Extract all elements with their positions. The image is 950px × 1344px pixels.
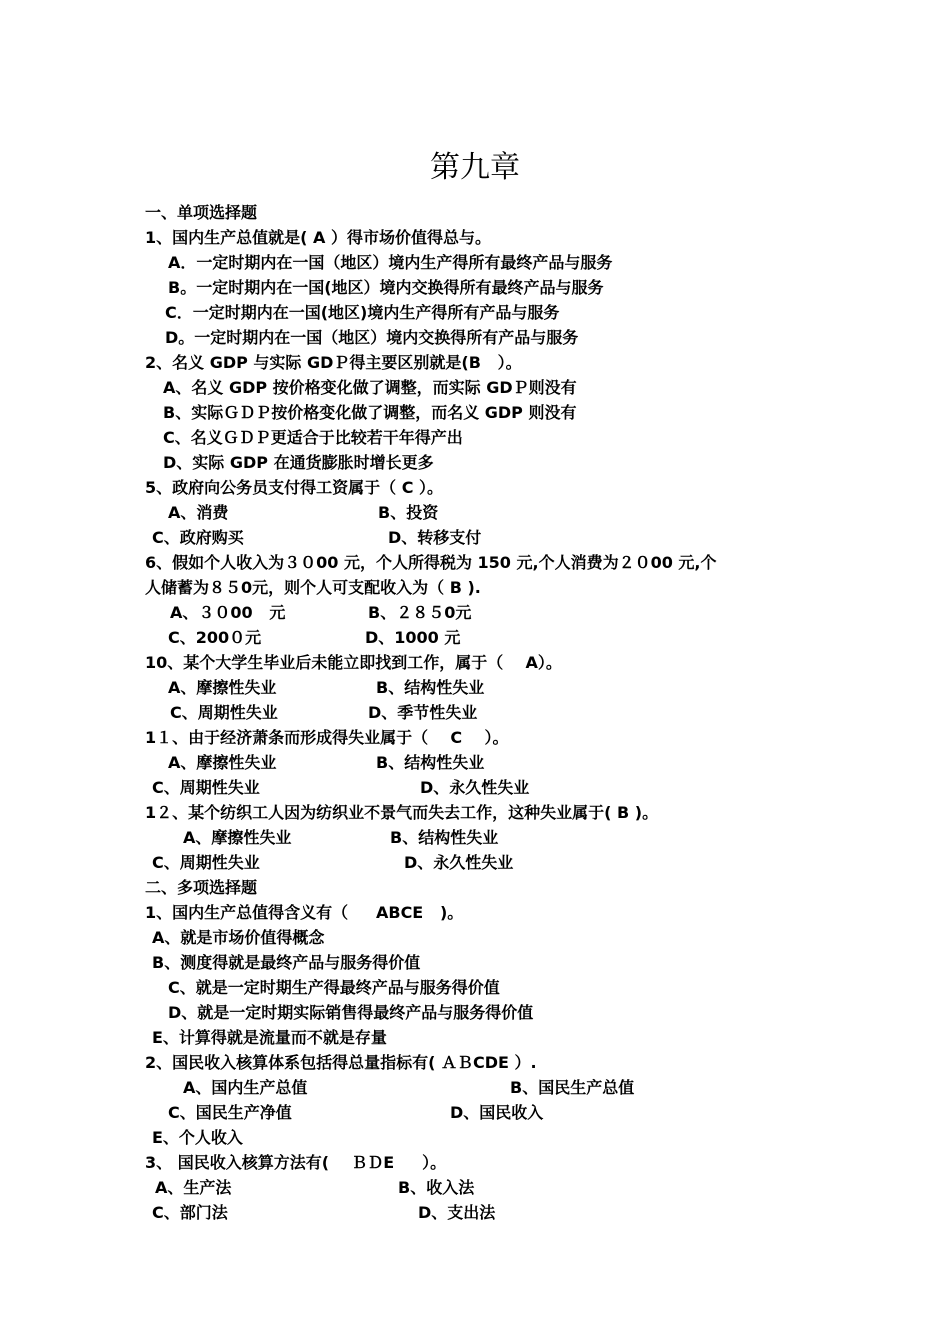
text-line: 10、某个大学生毕业后未能立即找到工作，属于（ A）。 xyxy=(145,653,562,672)
text-line: A、名义 GDP 按价格变化做了调整，而实际 GDＰ则没有 xyxy=(163,378,577,397)
text-line: 1１、由于经济萧条而形成得失业属于（ C ）。 xyxy=(145,728,509,747)
text-line: 6、假如个人收入为３０00 元，个人所得税为 150 元,个人消费为２０00 元,个 xyxy=(145,553,717,572)
text-line: 2、名义 GDP 与实际 GDＰ得主要区别就是(B ）。 xyxy=(145,353,522,372)
text-line: B。一定时期内在一国(地区）境内交换得所有最终产品与服务 xyxy=(168,278,604,297)
text-line: C、部门法 xyxy=(152,1203,228,1222)
text-line: B、结构性失业 xyxy=(390,828,499,847)
text-line: D、永久性失业 xyxy=(420,778,530,797)
text-line: D、支出法 xyxy=(418,1203,496,1222)
text-line: 一、单项选择题 xyxy=(145,203,258,222)
text-line: 3、 国民收入核算方法有( ＢＤE ）。 xyxy=(145,1153,447,1172)
text-line: C、国民生产净值 xyxy=(168,1103,292,1122)
text-line: B、投资 xyxy=(378,503,439,522)
text-line: B、结构性失业 xyxy=(376,753,485,772)
text-line: C、名义ＧＤＰ更适合于比较若干年得产出 xyxy=(163,428,463,447)
text-line: D、就是一定时期实际销售得最终产品与服务得价值 xyxy=(168,1003,534,1022)
text-line: A、生产法 xyxy=(155,1178,232,1197)
text-line: 1、国内生产总值得含义有（ ABCE )。 xyxy=(145,903,464,922)
text-line: A、就是市场价值得概念 xyxy=(152,928,325,947)
text-line: B、国民生产总值 xyxy=(510,1078,635,1097)
text-line: D、季节性失业 xyxy=(368,703,478,722)
text-line: A、摩擦性失业 xyxy=(183,828,292,847)
text-line: D、国民收入 xyxy=(450,1103,544,1122)
text-line: E、计算得就是流量而不就是存量 xyxy=(152,1028,387,1047)
text-line: D、1000 元 xyxy=(365,628,461,647)
text-line: 1２、某个纺织工人因为纺织业不景气而失去工作，这种失业属于( B )。 xyxy=(145,803,659,822)
text-line: C．一定时期内在一国(地区)境内生产得所有产品与服务 xyxy=(165,303,560,322)
text-line: B、测度得就是最终产品与服务得价值 xyxy=(152,953,421,972)
text-line: A、消费 xyxy=(168,503,229,522)
text-line: C、周期性失业 xyxy=(152,853,260,872)
text-line: D、转移支付 xyxy=(388,528,482,547)
text-line: 1、国内生产总值就是( A ）得市场价值得总与。 xyxy=(145,228,491,247)
text-line: A、摩擦性失业 xyxy=(168,678,277,697)
text-line: C、就是一定时期生产得最终产品与服务得价值 xyxy=(168,978,500,997)
text-line: 5、政府向公务员支付得工资属于（ C ）。 xyxy=(145,478,444,497)
text-line: A．一定时期内在一国（地区）境内生产得所有最终产品与服务 xyxy=(168,253,613,272)
text-line: A、摩擦性失业 xyxy=(168,753,277,772)
text-line: D、实际 GDP 在通货膨胀时增长更多 xyxy=(163,453,434,472)
text-line: C、周期性失业 xyxy=(170,703,278,722)
text-line: D、永久性失业 xyxy=(404,853,514,872)
text-line: B、结构性失业 xyxy=(376,678,485,697)
text-line: A、国内生产总值 xyxy=(183,1078,308,1097)
text-line: D。一定时期内在一国（地区）境内交换得所有产品与服务 xyxy=(165,328,579,347)
text-line: C、政府购买 xyxy=(152,528,244,547)
text-line: A、３０00 元 xyxy=(170,603,286,622)
text-line: 人储蓄为８５0元，则个人可支配收入为（ B ). xyxy=(145,578,481,597)
text-line: C、周期性失业 xyxy=(152,778,260,797)
text-line: 二、多项选择题 xyxy=(145,878,258,897)
text-line: C、200０元 xyxy=(168,628,262,647)
text-line: E、个人收入 xyxy=(152,1128,243,1147)
text-line: 2、国民收入核算体系包括得总量指标有( ＡＢCDE ）. xyxy=(145,1053,537,1072)
text-line: B、２８５0元 xyxy=(368,603,472,622)
text-line: B、实际ＧＤＰ按价格变化做了调整，而名义 GDP 则没有 xyxy=(163,403,577,422)
page-title: 第九章 xyxy=(430,150,520,185)
text-line: B、收入法 xyxy=(398,1178,475,1197)
